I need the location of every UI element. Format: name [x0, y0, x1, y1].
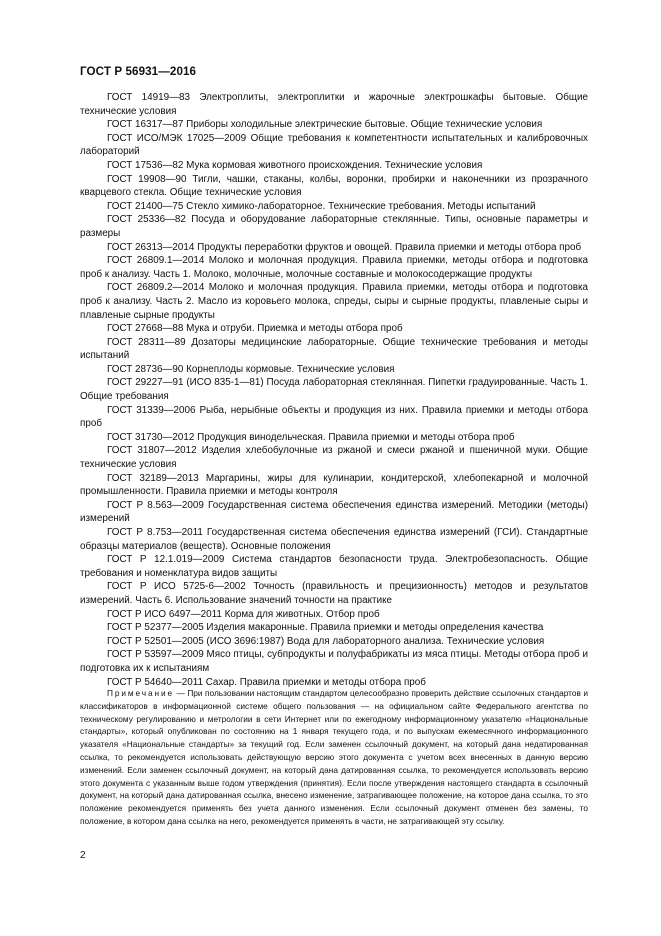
- reference-item: ГОСТ 31730—2012 Продукция винодельческая. Правила приемки и методы отбора проб: [107, 431, 515, 443]
- note-paragraph: [80, 687, 588, 828]
- note-text: — При пользовании настоящим стандартом целесообразно проверить действие ссылочных стандартов и классификаторов в информационной системе общего пользования — на официальном сайте Федерального агентства по техническому регулированию и метрологии в сети Интернет или по ежегодному информационному указателю «Национальные стандарты», который опубликован по состоянию на 1 января текущего года, и по выпускам ежемесячного информационного указателя «Национальные стандарты» за текущий год. Если заменен ссылочный документ, на который дана недатированная ссылка, то рекомендуется использовать действующую версию этого документа с учетом всех внесенных в данную версию изменений. Если заменен ссылочный документ, на который дана датированная ссылка, то рекомендуется использовать версию этого документа с указанным выше годом утверждения (принятия). Если после утверждения настоящего стандарта в ссылочный документ, на который дана датированная ссылка, внесено изменение, затрагивающее положение, на которое дана ссылка, то это положение рекомендуется применять без учета данного изменения. Если ссылочный документ отменен без замены, то положение, в котором дана ссылка на него, рекомендуется применять в части, не затрагивающей эту ссылку.: [80, 688, 588, 826]
- note-label: Примечание: [107, 688, 175, 698]
- reference-item: ГОСТ Р 8.753—2011 Государственная система обеспечения единства измерений (ГСИ). Стандартные образцы материалов (веществ). Основные положения: [80, 527, 588, 552]
- reference-item: ГОСТ 32189—2013 Маргарины, жиры для кулинарии, кондитерской, хлебопекарной и молочной промышленности. Правила приемки и методы контроля: [80, 472, 588, 498]
- reference-item: ГОСТ Р 12.1.019—2009 Система стандартов безопасности труда. Электробезопасность. Общие требования и номенклатура видов защиты: [80, 554, 588, 579]
- reference-item: ГОСТ 31339—2006 Рыба, нерыбные объекты и продукция из них. Правила приемки и методы отбора проб: [80, 404, 588, 430]
- reference-item: ГОСТ 26313—2014 Продукты переработки фруктов и овощей. Правила приемки и методы отбора проб: [107, 241, 582, 253]
- reference-item: ГОСТ 29227—91 (ИСО 835-1—81) Посуда лабораторная стеклянная. Пипетки градуированные. Часть 1. Общие требования: [80, 377, 588, 403]
- note-block: [80, 687, 588, 828]
- reference-item: ГОСТ 31807—2012 Изделия хлебобулочные из ржаной и смеси ржаной и пшеничной муки. Общие технические условия: [80, 445, 588, 471]
- reference-item: ГОСТ Р 52501—2005 (ИСО 3696:1987) Вода для лабораторного анализа. Технические условия: [107, 635, 545, 647]
- reference-item: ГОСТ 16317—87 Приборы холодильные электрические бытовые. Общие технические условия: [107, 119, 543, 131]
- reference-item: ГОСТ Р ИСО 5725-6—2002 Точность (правильность и прецизионность) методов и результатов измерений. Часть 6. Использование значений точности на практике: [80, 581, 588, 606]
- reference-item: ГОСТ 14919—83 Электроплиты, электроплитки и жарочные электрошкафы бытовые. Общие технические условия: [80, 92, 588, 117]
- normative-references-list: [80, 91, 588, 689]
- reference-item: ГОСТ 26809.2—2014 Молоко и молочная продукция. Правила приемки, методы отбора и подготовка проб к анализу. Часть 2. Масло из коровьего молока, спреды, сыры и сырные продукты, плавленые сыры и плавленые сырные продукты: [80, 282, 588, 321]
- reference-item: ГОСТ 17536—82 Мука кормовая животного происхождения. Технические условия: [107, 159, 483, 171]
- reference-item: ГОСТ Р 52377—2005 Изделия макаронные. Правила приемки и методы определения качества: [107, 622, 544, 634]
- reference-item: ГОСТ 21400—75 Стекло химико-лабораторное. Технические требования. Методы испытаний: [107, 200, 536, 212]
- reference-item: ГОСТ ИСО/МЭК 17025—2009 Общие требования к компетентности испытательных и калибровочных лабораторий: [80, 132, 588, 158]
- reference-item: ГОСТ 19908—90 Тигли, чашки, стаканы, колбы, воронки, пробирки и наконечники из прозрачного кварцевого стекла. Общие технические условия: [80, 173, 588, 199]
- reference-item: ГОСТ Р 54640—2011 Сахар. Правила приемки и методы отбора проб: [107, 676, 426, 688]
- reference-item: ГОСТ 28736—90 Корнеплоды кормовые. Технические условия: [107, 363, 395, 375]
- reference-item: ГОСТ Р ИСО 6497—2011 Корма для животных. Отбор проб: [107, 608, 380, 620]
- reference-item: ГОСТ Р 53597—2009 Мясо птицы, субпродукты и полуфабрикаты из мяса птицы. Методы отбора проб и подготовка их к испытаниям: [80, 649, 588, 674]
- reference-item: ГОСТ 27668—88 Мука и отруби. Приемка и методы отбора проб: [107, 323, 403, 335]
- reference-item: ГОСТ 26809.1—2014 Молоко и молочная продукция. Правила приемки, методы отбора и подготовка проб к анализу. Часть 1. Молоко, молочные, молочные составные и молокосодержащие продукты: [80, 255, 588, 280]
- page-header-standard-number: ГОСТ Р 56931—2016: [80, 65, 197, 78]
- reference-item: ГОСТ 25336—82 Посуда и оборудование лабораторные стеклянные. Типы, основные параметры и размеры: [80, 214, 588, 239]
- reference-item: ГОСТ Р 8.563—2009 Государственная система обеспечения единства измерений. Методики (методы) измерений: [80, 499, 588, 525]
- page-number: 2: [80, 850, 86, 861]
- reference-item: ГОСТ 28311—89 Дозаторы медицинские лабораторные. Общие технические требования и методы испытаний: [80, 336, 588, 362]
